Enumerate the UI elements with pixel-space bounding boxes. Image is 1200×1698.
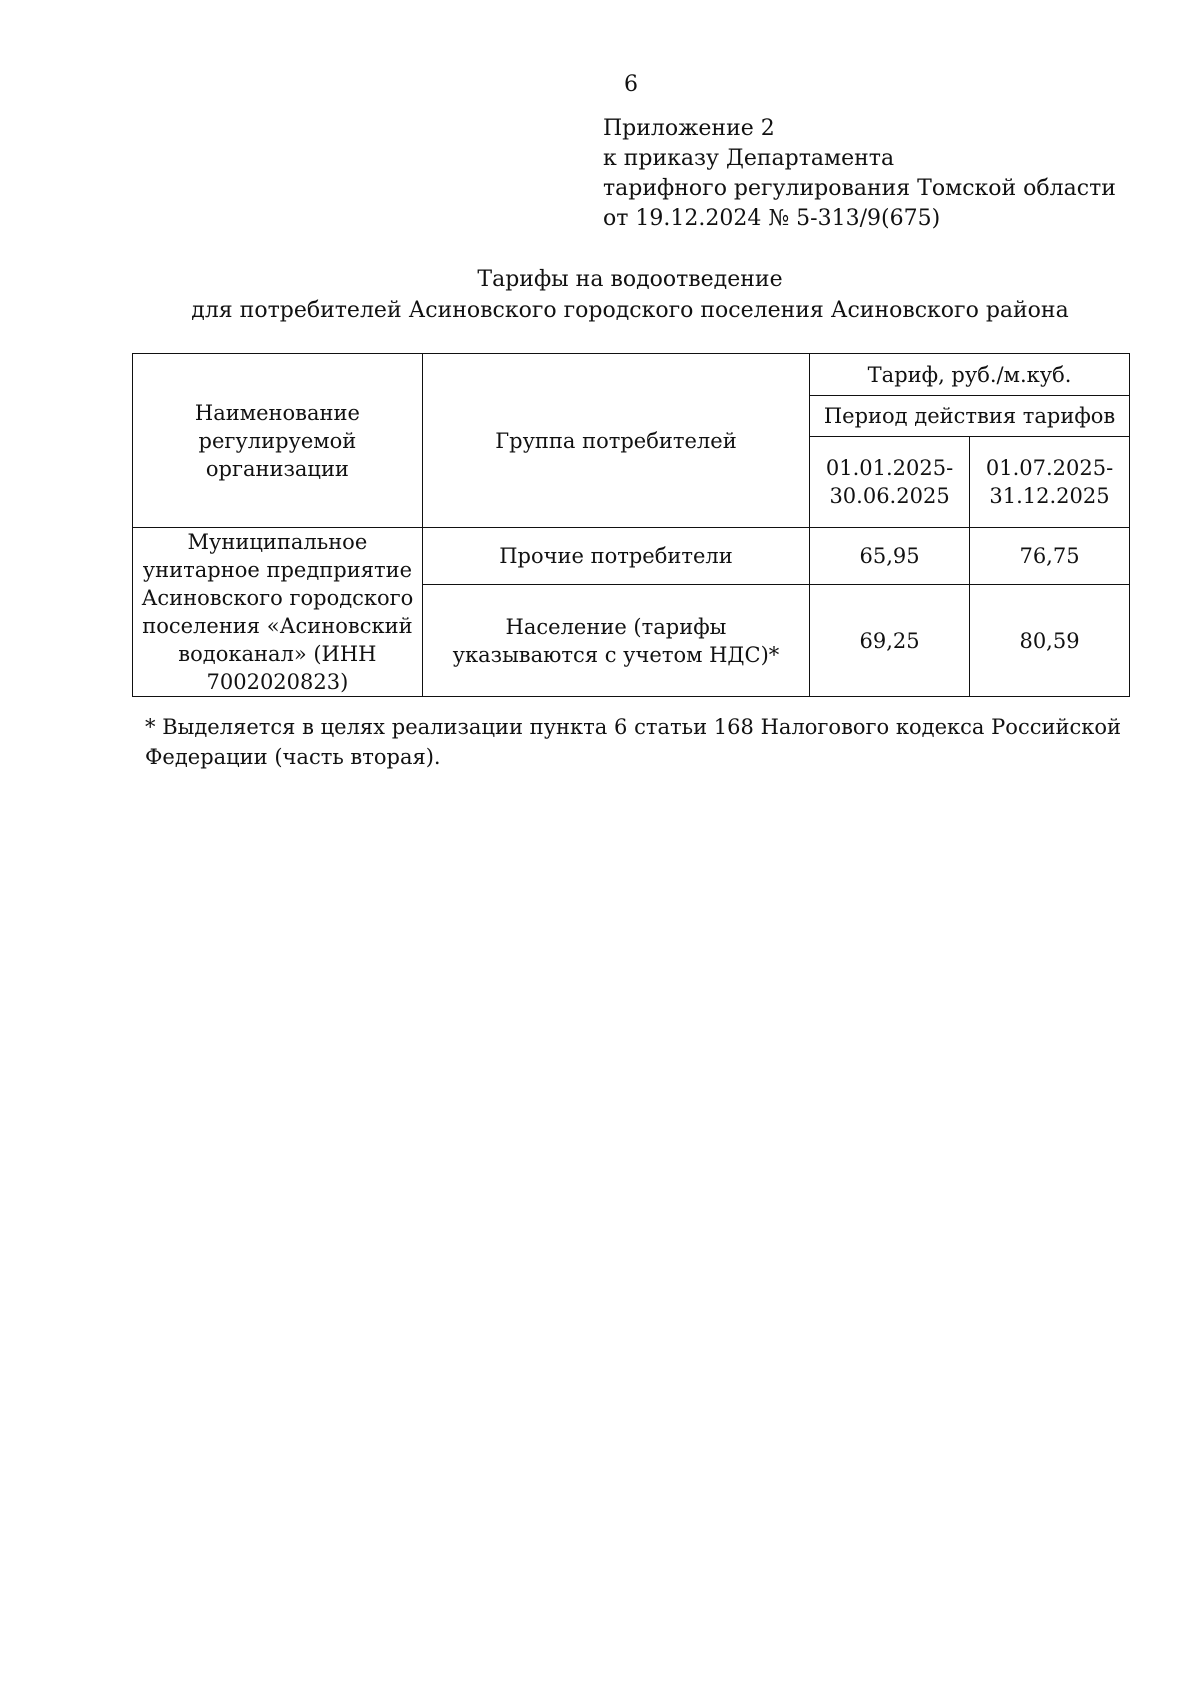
header-tariff: Тариф, руб./м.куб. [810,354,1130,396]
title-line: Тарифы на водоотведение [477,267,783,292]
tariff-value-cell: 80,59 [970,585,1130,697]
appendix-line: тарифного регулирования Томской области [603,176,1116,201]
tariff-value-cell: 76,75 [970,528,1130,585]
consumer-group-cell: Население (тарифы указываются с учетом НДС)* [422,585,809,697]
period-start: 01.07.2025- [985,456,1114,480]
page-number: 6 [624,72,638,97]
document-title [132,264,1128,326]
tariff-value-cell: 69,25 [810,585,970,697]
period-end: 30.06.2025 [829,484,950,508]
title-line: для потребителей Асиновского городского поселения Асиновского района [191,298,1069,323]
consumer-group-cell: Прочие потребители [422,528,809,585]
header-period-2 [970,437,1130,528]
period-end: 31.12.2025 [989,484,1110,508]
appendix-reference [603,114,1116,234]
tariff-table [132,353,1130,697]
appendix-line: Приложение 2 [603,116,775,141]
header-consumer-group: Группа потребителей [422,354,809,528]
header-org-name: Наименование регулируемой организации [133,354,423,528]
appendix-line: от 19.12.2024 № 5-313/9(675) [603,206,941,231]
table-header-row [133,354,1130,396]
header-period: Период действия тарифов [810,396,1130,437]
period-start: 01.01.2025- [825,456,954,480]
organization-cell: Муниципальное унитарное предприятие Асиновского городского поселения «Асиновский водоканал» (ИНН 7002020823) [133,528,423,697]
tariff-value-cell: 65,95 [810,528,970,585]
appendix-line: к приказу Департамента [603,146,895,171]
header-period-1 [810,437,970,528]
table-row [133,528,1130,585]
footnote: * Выделяется в целях реализации пункта 6 статьи 168 Налогового кодекса Российской Федерации (часть вторая). [145,715,1121,769]
